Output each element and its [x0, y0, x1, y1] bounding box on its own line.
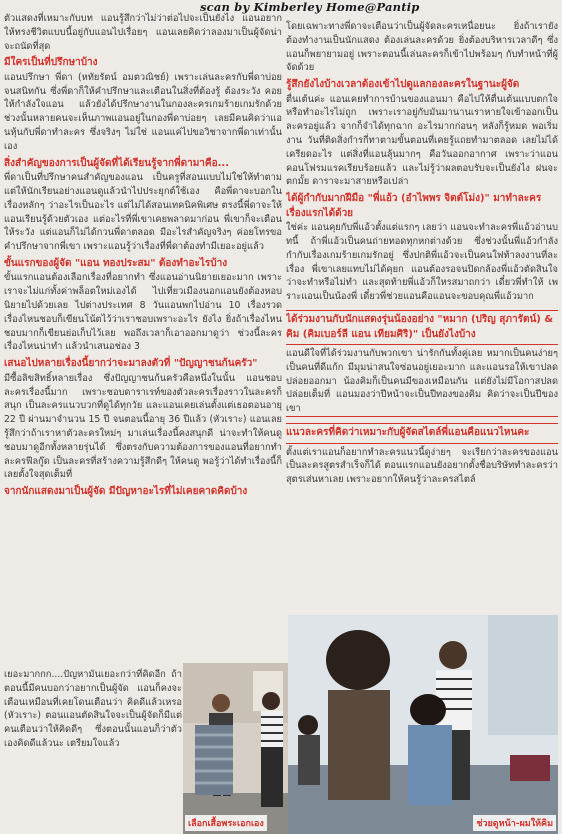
section-heading: มีใครเป็นที่ปรึกษาบ้าง [4, 57, 98, 69]
section-heading: เสนอไปหลายเรื่องนี้ยากว่าจะมาลงตัวที่ "ปัญญาชนก้นครัว" [4, 358, 258, 370]
section-heading: แนวละครที่คิดว่าเหมาะกับผู้จัดสไตล์พี่แอนคือแนวไหนคะ [286, 423, 558, 444]
section-heading: ได้ร่วมงานกับนักแสดงรุ่นน้องอย่าง "หมาก (ปริญ สุภารัตน์) & คิม (คิมเบอร์ลี แอน เทียมศิริ)" เป็นยังไงบ้าง [286, 310, 558, 345]
section-heading: ได้ผู้กำกับมากฝีมือ "พี่แอ้ว (อำไพพร จิตต์โม่ง)" มาทำละครเรื่องแรกได้ด้วย [286, 193, 542, 219]
paragraph: แอนดีใจที่ได้ร่วมงานกับพวกเขา น่ารักกันทั้งคู่เลย หมากเป็นคนง่ายๆ เป็นคนที่ดีแก้ก มีมุมน่าสนใจซ่อนอยู่เยอะมาก และแอนรอให้เขาปลดปล่อยออกมา น้องคิมก็เป็นคนมีของเหมือนกัน แต่ยังไม่มีโอกาสปลดปล่อยเต็มที่ แอนมองว่าปีหน้าจะเป็นปีทองของคิม คิดว่าจะเป็นปีของเขา [286, 347, 558, 417]
photo-makeup-session [288, 615, 558, 834]
scan-watermark: scan by Kimberley Home@Pantip [200, 0, 420, 14]
photo-scene-2 [288, 615, 558, 834]
paragraph: ตื่นเต้นค่ะ แอนเคยทำการบ้านของแอนมา คือไปให้ตื่นเต้นแบบตกใจ หรือทำอะไรไม่ถูก เพราะเราอยู่กับมันมานานเราหายใจเข้าออกเป็นละครอยู่แล้ว จากก็จำได้ทุกฉาก อะไรมากก่อนๆ หลังก็รู้หมด พอเริ่มงาน วันที่ติดสิ่งกำรกี่ทาตามขั้นตอนที่เคยรู้แถยทำมาตลอด เลยไม่ได้เครียดอะไร แต่สิ่งที่แอนลุ้นมากๆ คือวันออกอากาศ เพราะว่าแอนคอนโฟรมแรคเรียบร้อยแล้ว และไม่รู้ว่าผลตอบรับจะเป็นยังไง ฝนจะตกมั้ย ดาราจะมาสายหรือเปล่า [286, 93, 558, 188]
paragraph: ขั้นแรกแอนต้องเลือกเรื่องที่อยากทำ ซึ่งแอนอ่านนิยายเยอะมาก เพราะเราจะไม่แก่ทั้งค่าพล็อตใหม่เองได้ ไปเที่ยวเมืองนอกแอนยังต้องหอบนิยายไปด้วยเลย ไปต่างประเทศ 8 วันแอนพกไปอ่าน 10 เรื่องรวด เรื่องไหนชอบก็เขียนโน้ตไว้ว่าเราชอบเพราะอะไร ยังไง ยิ่งถ้าเรื่องไหนชอบมากก็เขียนย่อเก็บไว้เลย พอถึงเวลาก็เอาออกมาดูว่า ช่วงนี้ละครเรื่องไหนน่าทำ แล้วนำเสนอช่อง 3 [4, 272, 282, 353]
paragraph: ตัวแสดงที่เหมาะกับบท แอนรู้สึกว่าไม่ว่าต่อไปจะเป็นยังไง แอนอยากให้ทรงชีวิตแบบนี้อยู่กับแอนไปเรื่อยๆ แอนเลยคิดว่าลองมาเป็นผู้จัดน่าจะถนัดที่สุด [4, 13, 282, 52]
paragraph: แอนปรึกษา พี่ดา (หทัยรัตน์ อมตวณิชย์) เพราะเล่นละครกับพี่ดาบ่อยจนสนิทกัน ซึ่งพี่ดาก็ให้คำปรึกษาและเตือนในสิ่งที่ต้องรู้ ต้องระวัง คอยให้กำลังใจแอน แล้วยังได้ปรึกษางานในกองละครเกมร้ายเกมรักด้วย ช่วงนั้นหลายคนจะเห็นภาพแอนอยู่ในกองพี่ดาบ่อยๆ เลยมีคนคิดว่าแอนหุ้นกับพี่ดาทำละคร ซึ่งจริงๆ ไม่ใช่ แอนแค่ไปขอวิชาจากพี่ดาเท่านั้นเอง [4, 71, 282, 152]
paragraph: เยอะมากกก....ปัญหามันเยอะกว่าที่คิดอีก ถ้าตอนนี้มีคนบอกว่าอยากเป็นผู้จัด แอนก็คงจะเตือนเหมือนที่เคยโดนเตือนว่า คิดดีแล้วเหรอ (หัวเราะ) ตอนแอนตัดสินใจจะเป็นผู้จัดก็มีแต่คนเตือนว่าให้คิดดีๆ ซึ่งตอนนั้นแอนก็ว่าตัวเองคิดดีแล้วนะ เตรียมใจแล้ว [4, 669, 182, 749]
section-heading: ขั้นแรกของผู้จัด "แอน ทองประสม" ต้องทำอะไรบ้าง [4, 257, 228, 269]
paragraph: พี่ดาเป็นที่ปรึกษาคนสำคัญของแอน เป็นครูที่สอนแบบไม่ใช่ให้ทำตาม แต่ให้นักเรียนอย่างแอนดูแล้วนำไปประยุกต์ใช้เอง คือพี่ดาจะบอกในเรื่องหลักๆ ว่าอะไรเป็นอะไร แต่ไม่ได้สอนเทคนิคพิเศษ ตรงนี้พี่ดาจะให้แอนเรียนรู้ด้วยตัวเอง แต่อะไรที่พี่เขาเคยพลาดมาก่อน พี่เขาก็จะเตือนให้ระวัง แต่แอนก็ไม่ได้กวนพี่ดาตลอด มีอะไรสำคัญจริงๆ ค่อยโทรขอคำปรึกษาจากพี่เขา เพราะแอนรู้ว่าเรื่องที่พี่ดาต้องทำมีเยอะอยู่แล้ว [4, 172, 282, 253]
right-column [286, 0, 558, 620]
left-column [4, 0, 282, 680]
section-heading: สิ่งสำคัญของการเป็นผู้จัดที่ได้เรียนรู้จากพี่ดามาคือ... [4, 157, 229, 169]
photo-caption: เลือกเสื้อพระเอกเอง [185, 815, 267, 831]
paragraph: มีซื้อลิขสิทธิ์หลายเรื่อง ซึ่งปัญญาชนก้นครัวคือหนึ่งในนั้น แอนชอบละครเรื่องนี้มาก เพราะชอบดาราเรท์ของตัวละครเรื่องราวในละครก็สนุก เป็นละครแนวบวกที่ดูได้ทุกวัย และแอนเคยเล่นตั้งแต่เธอตอนอายุ 22 ปี ผ่านมาจำนวน 15 ปี จนตอนนี้อายุ 36 ปีแล้ว (หัวเราะ) แอนเลยรู้สึกว่าถ้าเราหาตัวละครใหม่ๆ มาเล่นเรื่องนี้คงสนุกดี น่าจะทำให้คนดูชอบมาดูอีกทั้งหลายรุ่นได้ ซึ่งตรงกับความต้องการของแอนที่อยากทำละครฟีลกู๊ด เป็นละครที่สร้างความรู้สึกดีๆ ให้คนดู พอรู้ว่าได้ทำเรื่องนี้ก็เลยตั้งใจสุดเต็มที่ [4, 372, 282, 481]
bottom-left-text [4, 668, 182, 834]
section-heading: รู้สึกยังไงบ้างเวลาต้องเข้าไปดูแลกองละครในฐานะผู้จัด [286, 79, 520, 91]
section-heading: จากนักแสดงมาเป็นผู้จัด มีปัญหาอะไรที่ไม่เคยคาดคิดบ้าง [4, 486, 248, 498]
photo-caption: ช่วยดูหน้า-ผมให้คิม [473, 815, 556, 831]
paragraph: ตั้งแต่เราแอนก็อยากทำละครแนวนี้ดูง่ายๆ จะเรียกว่าละครของแอนเป็นละครสูตรสำเร็จก็ได้ ตอนแรกแอนยังอยากตั้งชื่อบริษัททำละครว่าสุตรเส่นหาเลย เพราะอยากให้คนรู้ว่าละครสไตล์ [286, 446, 558, 486]
paragraph: ใช่ค่ะ แอนคุยกับพี่แอ้วตั้งแต่แรกๆ เลยว่า แอนจะทำละครพี่แอ้วอ่านบทนี้ ถ้าพี่แอ้วเป็นคนถ่ายทอดทุกหกต่างด้วย ซึ่งช่วงนั้นพี่แอ้วกำลังกำกับเรื่องเกมร้ายเกมรักอยู่ ซึ่งปกติพี่แอ้วจะเป็นคนใฟท้าลงงานที่ละเรื่อง พี่เขาเลยแทบไม่ได้คุยก แอนต้องรอจนปิดกล้องพี่แอ้วตัดสินใจว่าจะทำหรือไม่ทำ และสุดท้ายพี่แอ้วก็ใหรสมาถกว่า เดี๋ยวพี่ทำให้ เพราะแอนเป็นน้องพี่ เดี๋ยวพี่ช่วยแอนคือแอนจะขอบคุณพี่แอ้วมาก [286, 222, 558, 303]
paragraph: โดยเฉพาะทางพี่ดาจะเตือนว่าเป็นผู้จัดละครเหนื่อยนะ ยิ่งถ้าเรายังต้องทำงานเป็นนักแสดง ต้องเล่นละครด้วย ยิ่งต้องบริหารเวลาดีๆ ซึ่งแอนก็พยายามอยู่ เพราะตอนนี้เล่นละครก็เข้าไปพร้อมๆ กับทำหน้าที่ผู้จัดด้วย [286, 21, 558, 74]
